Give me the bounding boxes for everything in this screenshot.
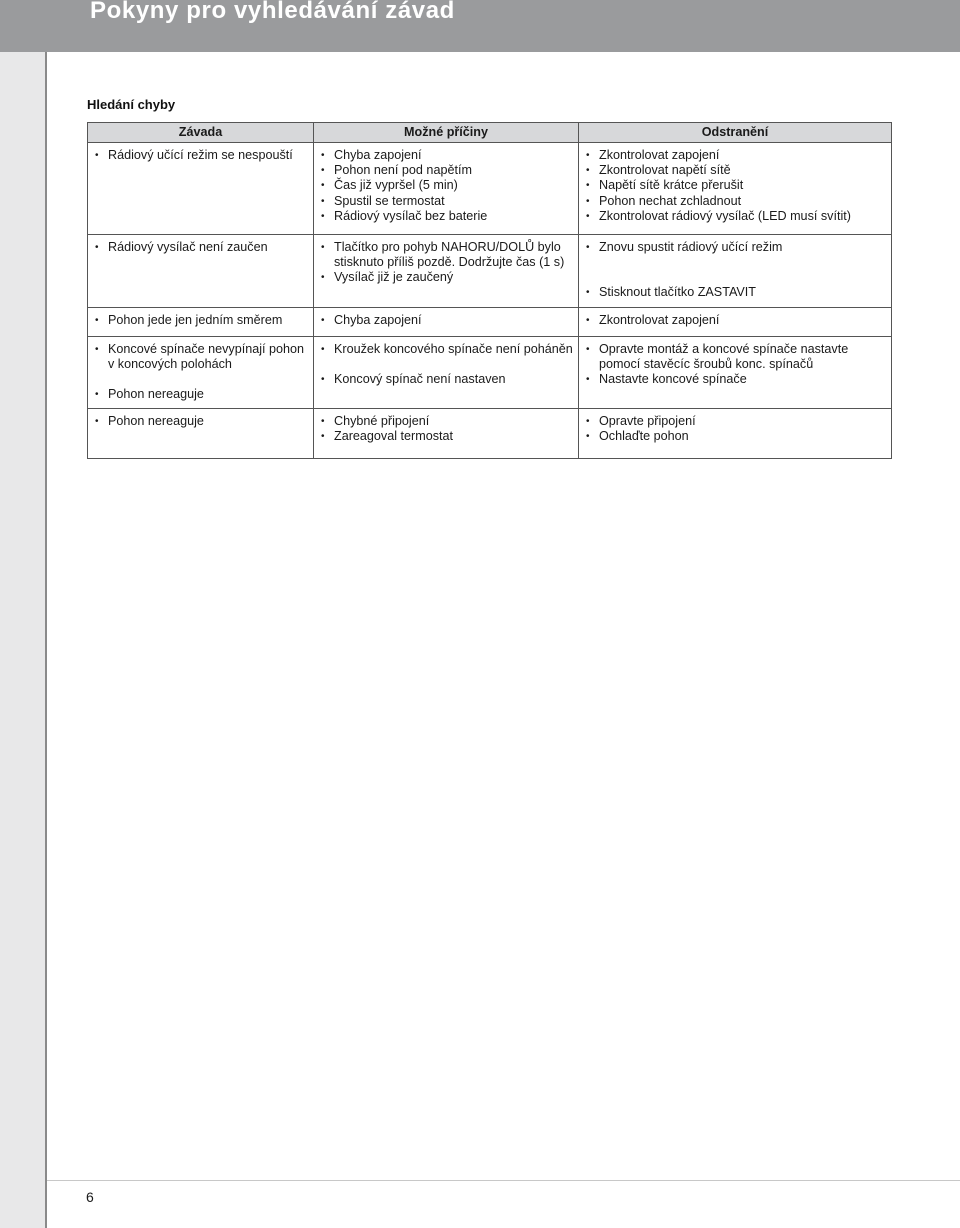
- section-heading: Hledání chyby: [87, 97, 176, 112]
- list-item: • Napětí sítě krátce přerušit: [584, 178, 887, 193]
- table-row: [88, 308, 892, 337]
- list-item: • Chyba zapojení: [319, 148, 574, 163]
- table-row: [88, 235, 892, 308]
- causes-cell: [314, 235, 579, 308]
- list-item: • Čas již vypršel (5 min): [319, 178, 574, 193]
- fault-cell: [88, 143, 314, 235]
- list-item: • Spustil se termostat: [319, 194, 574, 209]
- list-item: • Chyba zapojení: [319, 313, 574, 328]
- table-row: [88, 143, 892, 235]
- causes-cell: [314, 408, 579, 458]
- list-item: • Kroužek koncového spínače není poháněn: [319, 342, 574, 357]
- list-item: • Rádiový vysílač není zaučen: [93, 240, 309, 255]
- list-item: • Zkontrolovat zapojení: [584, 148, 887, 163]
- page-number: 6: [86, 1189, 94, 1205]
- column-header-causes: Možné příčiny: [314, 123, 579, 143]
- fault-cell: [88, 308, 314, 337]
- list-item: • Opravte připojení: [584, 414, 887, 429]
- list-item: • Zkontrolovat napětí sítě: [584, 163, 887, 178]
- remedy-cell: [579, 235, 892, 308]
- list-item: • Pohon nereaguje: [93, 414, 309, 429]
- column-header-remedy: Odstranění: [579, 123, 892, 143]
- list-item: • Znovu spustit rádiový učící režim: [584, 240, 887, 255]
- causes-cell: [314, 337, 579, 409]
- list-item: • Zkontrolovat zapojení: [584, 313, 887, 328]
- table-header-row: [88, 123, 892, 143]
- list-item: • Pohon jede jen jedním směrem: [93, 313, 309, 328]
- bottom-divider: [47, 1180, 960, 1181]
- list-item: • Nastavte koncové spínače: [584, 372, 887, 387]
- column-header-fault: Závada: [88, 123, 314, 143]
- fault-cell: [88, 235, 314, 308]
- list-item: • Opravte montáž a koncové spínače nastavte pomocí stavěcíc šroubů konc. spínačů: [584, 342, 887, 372]
- troubleshooting-table: [87, 122, 892, 459]
- list-item: • Stisknout tlačítko ZASTAVIT: [584, 285, 887, 300]
- list-item: • Tlačítko pro pohyb NAHORU/DOLŮ bylo stisknuto příliš pozdě. Dodržujte čas (1 s): [319, 240, 574, 270]
- list-item: • Koncové spínače nevypínají pohon v koncových polohách: [93, 342, 309, 372]
- list-item: • Koncový spínač není nastaven: [319, 372, 574, 387]
- left-margin-strip: [0, 52, 47, 1228]
- list-item: • Rádiový učící režim se nespouští: [93, 148, 309, 163]
- list-item: • Pohon nechat zchladnout: [584, 194, 887, 209]
- remedy-cell: [579, 143, 892, 235]
- list-item: • Pohon není pod napětím: [319, 163, 574, 178]
- fault-cell: [88, 337, 314, 409]
- remedy-cell: [579, 408, 892, 458]
- causes-cell: [314, 143, 579, 235]
- causes-cell: [314, 308, 579, 337]
- remedy-cell: [579, 337, 892, 409]
- table-row: [88, 408, 892, 458]
- list-item: • Zareagoval termostat: [319, 429, 574, 444]
- list-item: • Ochlaďte pohon: [584, 429, 887, 444]
- list-item: • Zkontrolovat rádiový vysílač (LED musí svítit): [584, 209, 887, 224]
- list-item: • Vysílač již je zaučený: [319, 270, 574, 285]
- list-item: • Pohon nereaguje: [93, 387, 309, 402]
- page-title: Pokyny pro vyhledávání závad: [90, 0, 455, 24]
- table-row: [88, 337, 892, 409]
- remedy-cell: [579, 308, 892, 337]
- header-bar: [0, 0, 960, 52]
- list-item: • Rádiový vysílač bez baterie: [319, 209, 574, 224]
- list-item: • Chybné připojení: [319, 414, 574, 429]
- fault-cell: [88, 408, 314, 458]
